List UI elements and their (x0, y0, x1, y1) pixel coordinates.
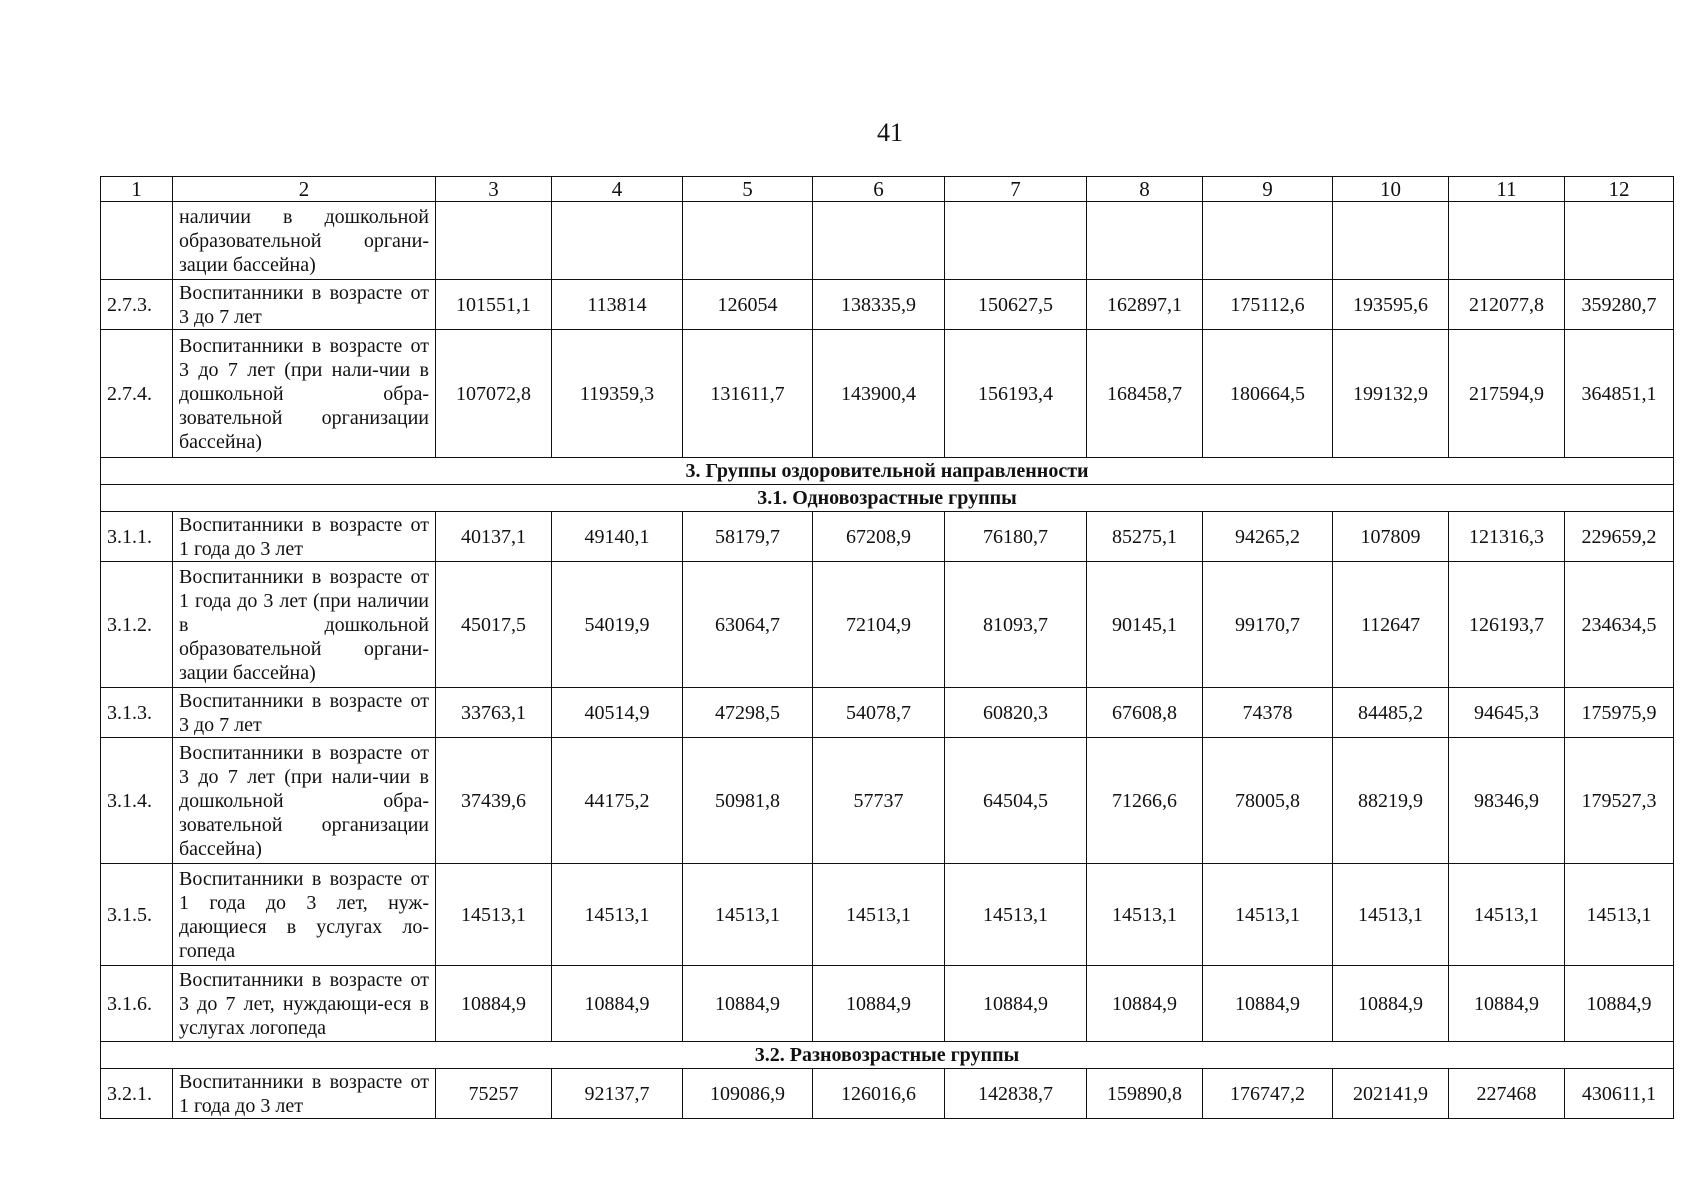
value-cell: 14513,1 (683, 864, 813, 966)
value-cell: 180664,5 (1203, 330, 1333, 458)
column-header-8: 8 (1087, 177, 1203, 202)
value-cell: 234634,5 (1565, 562, 1674, 688)
row-code: 3.2.1. (101, 1069, 173, 1119)
value-cell: 98346,9 (1449, 738, 1565, 864)
value-cell: 162897,1 (1087, 280, 1203, 330)
value-cell: 119359,3 (552, 330, 683, 458)
value-cell: 14513,1 (436, 864, 552, 966)
column-header-6: 6 (813, 177, 945, 202)
value-cell: 217594,9 (1449, 330, 1565, 458)
column-header-10: 10 (1333, 177, 1449, 202)
row-description: Воспитанники в возрасте от 1 года до 3 лет (при наличии в дошкольной образовательной органи-зации бассейна) (173, 562, 436, 688)
value-cell: 10884,9 (1087, 966, 1203, 1042)
value-cell: 67608,8 (1087, 688, 1203, 738)
value-cell: 212077,8 (1449, 280, 1565, 330)
value-cell: 10884,9 (552, 966, 683, 1042)
value-cell: 142838,7 (945, 1069, 1087, 1119)
value-cell: 138335,9 (813, 280, 945, 330)
value-cell: 74378 (1203, 688, 1333, 738)
row-description: Воспитанники в возрасте от 3 до 7 лет (173, 688, 436, 738)
row-code: 3.1.6. (101, 966, 173, 1042)
value-cell (683, 202, 813, 280)
value-cell: 94265,2 (1203, 512, 1333, 562)
value-cell: 10884,9 (1565, 966, 1674, 1042)
section-title: 3. Группы оздоровительной направленности (101, 458, 1674, 485)
value-cell: 10884,9 (813, 966, 945, 1042)
value-cell: 14513,1 (1087, 864, 1203, 966)
value-cell: 67208,9 (813, 512, 945, 562)
section-row (101, 1042, 1674, 1069)
row-description: Воспитанники в возрасте от 1 года до 3 лет, нуж-дающиеся в услугах ло-гопеда (173, 864, 436, 966)
value-cell: 81093,7 (945, 562, 1087, 688)
table-row (101, 330, 1674, 458)
value-cell: 90145,1 (1087, 562, 1203, 688)
value-cell (1087, 202, 1203, 280)
value-cell: 72104,9 (813, 562, 945, 688)
value-cell (813, 202, 945, 280)
table-row (101, 688, 1674, 738)
value-cell: 50981,8 (683, 738, 813, 864)
row-code: 2.7.3. (101, 280, 173, 330)
value-cell: 156193,4 (945, 330, 1087, 458)
value-cell: 40514,9 (552, 688, 683, 738)
row-code: 2.7.4. (101, 330, 173, 458)
value-cell: 107072,8 (436, 330, 552, 458)
value-cell: 199132,9 (1333, 330, 1449, 458)
value-cell: 14513,1 (552, 864, 683, 966)
value-cell: 78005,8 (1203, 738, 1333, 864)
value-cell: 107809 (1333, 512, 1449, 562)
value-cell: 131611,7 (683, 330, 813, 458)
column-header-2: 2 (173, 177, 436, 202)
row-code: 3.1.5. (101, 864, 173, 966)
value-cell: 229659,2 (1565, 512, 1674, 562)
column-header-4: 4 (552, 177, 683, 202)
row-description: Воспитанники в возрасте от 3 до 7 лет, нуждающи-еся в услугах логопеда (173, 966, 436, 1042)
row-description: Воспитанники в возрасте от 3 до 7 лет (при нали-чии в дошкольной обра-зовательной организации бассейна) (173, 330, 436, 458)
value-cell (436, 202, 552, 280)
value-cell: 54078,7 (813, 688, 945, 738)
value-cell (1565, 202, 1674, 280)
value-cell: 10884,9 (1449, 966, 1565, 1042)
section-row (101, 485, 1674, 512)
section-title: 3.2. Разновозрастные группы (101, 1042, 1674, 1069)
value-cell: 359280,7 (1565, 280, 1674, 330)
value-cell: 63064,7 (683, 562, 813, 688)
row-code: 3.1.3. (101, 688, 173, 738)
table-row (101, 1069, 1674, 1119)
value-cell: 150627,5 (945, 280, 1087, 330)
value-cell: 113814 (552, 280, 683, 330)
value-cell: 126054 (683, 280, 813, 330)
value-cell: 75257 (436, 1069, 552, 1119)
column-header-9: 9 (1203, 177, 1333, 202)
row-description: Воспитанники в возрасте от 3 до 7 лет (173, 280, 436, 330)
section-row (101, 458, 1674, 485)
column-header-3: 3 (436, 177, 552, 202)
value-cell (1449, 202, 1565, 280)
column-header-5: 5 (683, 177, 813, 202)
value-cell: 430611,1 (1565, 1069, 1674, 1119)
value-cell: 159890,8 (1087, 1069, 1203, 1119)
value-cell: 14513,1 (1203, 864, 1333, 966)
row-description: Воспитанники в возрасте от 3 до 7 лет (при нали-чии в дошкольной обра-зовательной организации бассейна) (173, 738, 436, 864)
value-cell: 14513,1 (1565, 864, 1674, 966)
column-header-11: 11 (1449, 177, 1565, 202)
value-cell: 176747,2 (1203, 1069, 1333, 1119)
row-code (101, 202, 173, 280)
value-cell: 126016,6 (813, 1069, 945, 1119)
value-cell: 49140,1 (552, 512, 683, 562)
value-cell: 109086,9 (683, 1069, 813, 1119)
value-cell: 76180,7 (945, 512, 1087, 562)
value-cell: 10884,9 (1333, 966, 1449, 1042)
table-row (101, 202, 1674, 280)
column-header-12: 12 (1565, 177, 1674, 202)
value-cell: 85275,1 (1087, 512, 1203, 562)
value-cell: 143900,4 (813, 330, 945, 458)
value-cell: 101551,1 (436, 280, 552, 330)
table-row (101, 280, 1674, 330)
value-cell: 10884,9 (945, 966, 1087, 1042)
value-cell: 364851,1 (1565, 330, 1674, 458)
table-row (101, 738, 1674, 864)
value-cell: 14513,1 (1449, 864, 1565, 966)
row-code: 3.1.1. (101, 512, 173, 562)
value-cell: 175975,9 (1565, 688, 1674, 738)
value-cell: 84485,2 (1333, 688, 1449, 738)
value-cell: 37439,6 (436, 738, 552, 864)
value-cell: 44175,2 (552, 738, 683, 864)
header-row (101, 177, 1674, 202)
row-description: Воспитанники в возрасте от 1 года до 3 лет (173, 512, 436, 562)
row-code: 3.1.2. (101, 562, 173, 688)
value-cell: 71266,6 (1087, 738, 1203, 864)
value-cell: 58179,7 (683, 512, 813, 562)
table-row (101, 512, 1674, 562)
table-row (101, 966, 1674, 1042)
value-cell: 175112,6 (1203, 280, 1333, 330)
value-cell: 57737 (813, 738, 945, 864)
page-number: 41 (877, 118, 903, 147)
value-cell: 179527,3 (1565, 738, 1674, 864)
column-header-7: 7 (945, 177, 1087, 202)
value-cell: 54019,9 (552, 562, 683, 688)
value-cell: 193595,6 (1333, 280, 1449, 330)
value-cell: 168458,7 (1087, 330, 1203, 458)
value-cell (1203, 202, 1333, 280)
value-cell: 10884,9 (1203, 966, 1333, 1042)
value-cell: 94645,3 (1449, 688, 1565, 738)
tariff-table (100, 176, 1674, 1119)
value-cell: 121316,3 (1449, 512, 1565, 562)
value-cell: 14513,1 (1333, 864, 1449, 966)
row-description: наличии в дошкольной образовательной органи-зации бассейна) (173, 202, 436, 280)
row-code: 3.1.4. (101, 738, 173, 864)
section-title: 3.1. Одновозрастные группы (101, 485, 1674, 512)
value-cell: 10884,9 (683, 966, 813, 1042)
value-cell: 45017,5 (436, 562, 552, 688)
column-header-1: 1 (101, 177, 173, 202)
value-cell: 99170,7 (1203, 562, 1333, 688)
value-cell: 202141,9 (1333, 1069, 1449, 1119)
value-cell: 40137,1 (436, 512, 552, 562)
value-cell: 112647 (1333, 562, 1449, 688)
value-cell: 14513,1 (945, 864, 1087, 966)
value-cell: 14513,1 (813, 864, 945, 966)
value-cell: 88219,9 (1333, 738, 1449, 864)
table-body (101, 177, 1674, 1119)
value-cell (552, 202, 683, 280)
value-cell: 47298,5 (683, 688, 813, 738)
value-cell: 60820,3 (945, 688, 1087, 738)
value-cell: 64504,5 (945, 738, 1087, 864)
value-cell: 92137,7 (552, 1069, 683, 1119)
value-cell: 33763,1 (436, 688, 552, 738)
value-cell (1333, 202, 1449, 280)
table-row (101, 562, 1674, 688)
value-cell: 10884,9 (436, 966, 552, 1042)
value-cell (945, 202, 1087, 280)
value-cell: 126193,7 (1449, 562, 1565, 688)
row-description: Воспитанники в возрасте от 1 года до 3 лет (173, 1069, 436, 1119)
value-cell: 227468 (1449, 1069, 1565, 1119)
table-row (101, 864, 1674, 966)
